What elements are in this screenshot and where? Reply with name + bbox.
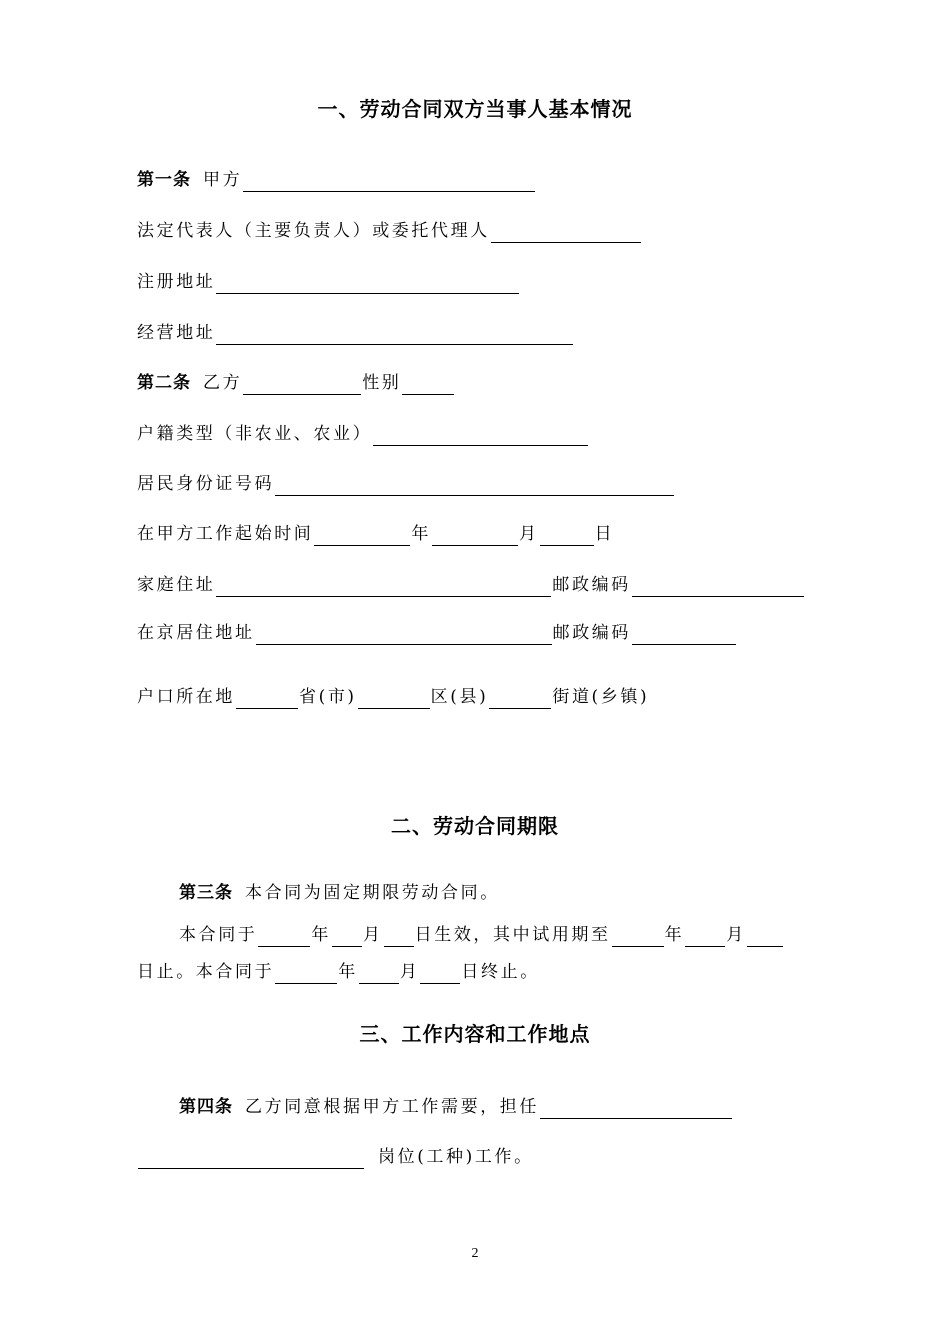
start-time-line [137,522,614,546]
year-label-2: 年 [311,925,332,945]
article-1-party-a-line [137,168,536,192]
id-number-line [137,472,675,496]
terminate-text: 日终止。 [461,962,540,982]
home-address-field[interactable] [216,576,551,597]
position-field-1[interactable] [540,1098,732,1119]
post-text: 岗位(工种)工作。 [378,1147,534,1167]
start-time-label: 在甲方工作起始时间 [137,524,314,544]
beijing-address-field[interactable] [256,624,552,645]
party-b-label: 乙方 [203,373,243,393]
probation-end-text: 日止。本合同于 [137,962,275,982]
gender-label: 性别 [362,373,402,393]
reg-address-field[interactable] [216,273,519,294]
district-field[interactable] [358,688,430,709]
probation-year-field[interactable] [612,926,664,947]
beijing-address-line [137,621,737,645]
effective-month-field[interactable] [332,926,362,947]
street-label: 街道(乡镇) [552,687,650,707]
id-number-field[interactable] [275,475,674,496]
district-label: 区(县) [430,687,489,707]
bj-postcode-label: 邮政编码 [552,623,632,643]
biz-address-label: 经营地址 [137,323,216,343]
reg-address-line [137,270,520,294]
hukou-type-label: 户籍类型（非农业、农业） [137,424,373,444]
article-3-label: 第三条 [179,883,233,903]
contract-term-line-1 [179,923,784,947]
start-year-field[interactable] [314,525,410,546]
legal-rep-field[interactable] [491,222,641,243]
month-label-4: 月 [399,962,420,982]
home-address-label: 家庭住址 [137,575,216,595]
article-2-party-b-line [137,371,455,395]
year-label: 年 [411,524,432,544]
hukou-location-line [137,685,649,709]
party-b-field[interactable] [243,374,361,395]
province-field[interactable] [236,688,298,709]
probation-month-field[interactable] [685,926,725,947]
article-1-label: 第一条 [137,170,191,190]
postcode-label: 邮政编码 [552,575,631,595]
day-label: 日 [594,524,615,544]
month-label-2: 月 [363,925,383,945]
reg-address-label: 注册地址 [137,272,216,292]
home-postcode-field[interactable] [632,576,804,597]
party-a-label: 甲方 [203,170,243,190]
article-3-line [179,881,500,905]
home-address-line [137,573,805,597]
probation-day-field[interactable] [747,926,783,947]
article-2-label: 第二条 [137,373,191,393]
effective-text: 日生效，其中试用期至 [414,925,611,945]
biz-address-field[interactable] [216,324,573,345]
month-label: 月 [519,524,539,544]
effective-day-field[interactable] [384,926,414,947]
article-4-label: 第四条 [179,1097,233,1117]
effective-year-field[interactable] [258,926,310,947]
position-field-2[interactable] [138,1148,364,1169]
hukou-location-label: 户口所在地 [137,687,235,707]
province-label: 省(市) [299,687,357,707]
month-label-3: 月 [726,925,746,945]
section-2-heading: 二、劳动合同期限 [391,814,559,838]
hukou-type-field[interactable] [373,425,588,446]
section-1-heading: 一、劳动合同双方当事人基本情况 [317,97,633,121]
hukou-type-line [137,422,589,446]
post-line [137,1145,534,1169]
page-number: 2 [471,1246,479,1261]
legal-rep-label: 法定代表人（主要负责人）或委托代理人 [137,221,490,241]
beijing-address-label: 在京居住地址 [137,623,255,643]
year-label-3: 年 [664,925,685,945]
article-4-line [179,1095,733,1119]
end-month-field[interactable] [359,963,399,984]
end-year-field[interactable] [275,963,337,984]
party-a-field[interactable] [243,171,535,192]
legal-rep-line [137,219,642,243]
biz-address-line [137,321,574,345]
contract-term-line-2 [137,960,540,984]
article-3-text: 本合同为固定期限劳动合同。 [245,883,500,903]
end-day-field[interactable] [420,963,460,984]
start-month-field[interactable] [432,525,518,546]
street-field[interactable] [489,688,551,709]
id-number-label: 居民身份证号码 [137,474,275,494]
contract-start-text: 本合同于 [179,925,258,945]
start-day-field[interactable] [540,525,594,546]
gender-field[interactable] [402,374,454,395]
beijing-postcode-field[interactable] [632,624,736,645]
article-4-text: 乙方同意根据甲方工作需要，担任 [245,1097,539,1117]
year-label-4: 年 [338,962,358,982]
section-3-heading: 三、工作内容和工作地点 [359,1022,591,1046]
